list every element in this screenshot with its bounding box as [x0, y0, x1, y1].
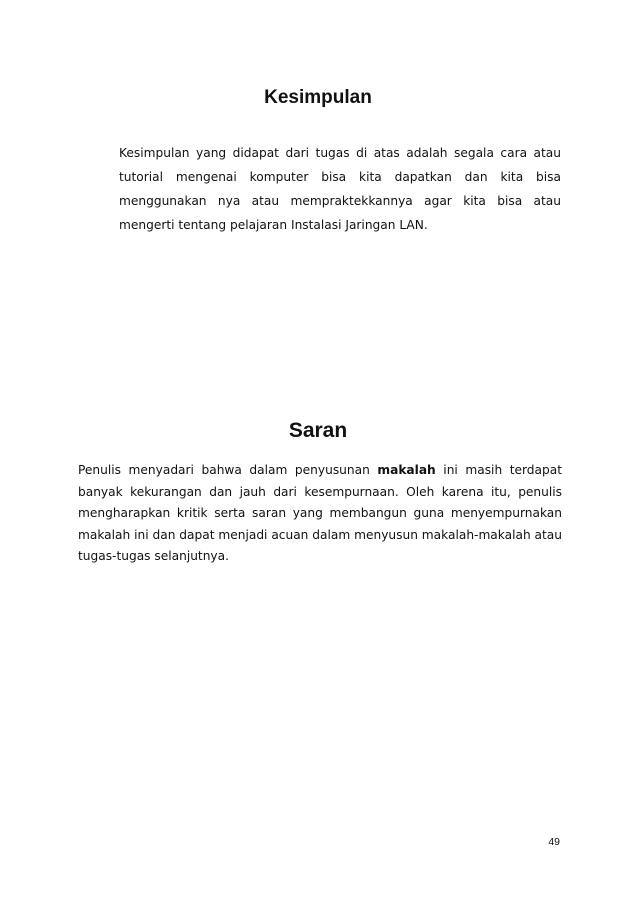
kesimpulan-paragraph: Kesimpulan yang didapat dari tugas di atas adalah segala cara atau tutorial mengenai komputer bisa kita dapatkan dan kita bisa menggunakan nya atau mempraktekkannya agar kita bisa atau mengerti tentang pelajaran Instalasi Jaringan LAN.: [119, 146, 561, 232]
saran-paragraph: [78, 460, 562, 568]
saran-heading: Saran: [288, 419, 348, 442]
saran-paragraph-text-before-bold: Penulis menyadari bahwa dalam penyusunan: [78, 463, 378, 477]
saran-bold-word: makalah: [377, 463, 436, 477]
kesimpulan-heading: Kesimpulan: [264, 87, 372, 108]
saran-paragraph-text-after-bold: ini masih terdapat banyak kekurangan dan jauh dari kesempurnaan. Oleh karena itu, penulis mengharapkan kritik serta saran yang membangun guna menyempurnakan makalah ini dan dapat menjadi acuan dalam menyusun makalah-makalah atau tugas-tugas selanjutnya.: [78, 463, 562, 563]
page-number: 49: [548, 836, 560, 848]
